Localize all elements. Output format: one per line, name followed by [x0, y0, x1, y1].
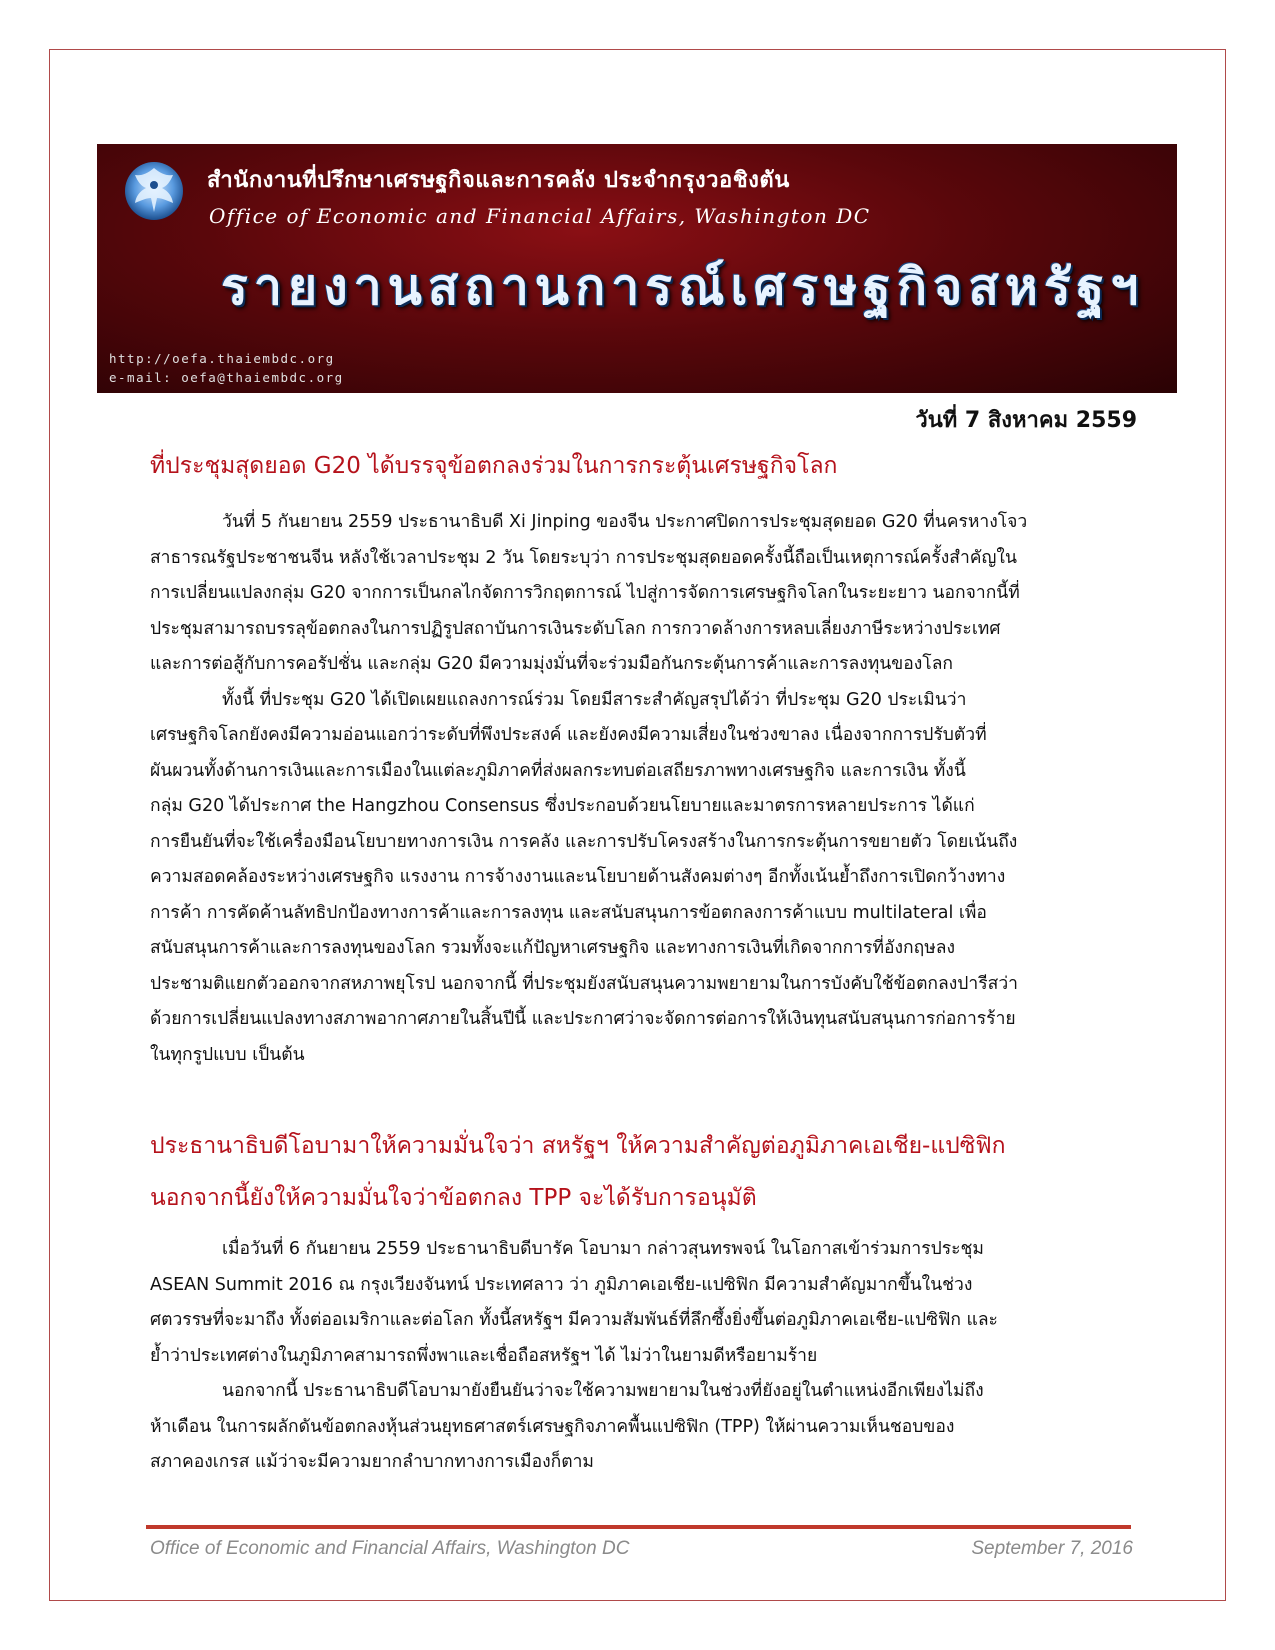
- section-2-headline-line-1: ประธานาธิบดีโอบามาให้ความมั่นใจว่า สหรัฐฯ ให้ความสำคัญต่อภูมิภาคเอเชีย-แปซิฟิก: [150, 1133, 1006, 1159]
- body-line: สาธารณรัฐประชาชนจีน หลังใช้เวลาประชุม 2 วัน โดยระบุว่า การประชุมสุดยอดครั้งนี้ถือเป็นเหตุการณ์ครั้งสำคัญใน: [150, 547, 1017, 568]
- footer-office-name: Office of Economic and Financial Affairs, Washington DC: [150, 1538, 630, 1559]
- body-line: ห้าเดือน ในการผลักดันข้อตกลงหุ้นส่วนยุทธศาสตร์เศรษฐกิจภาคพื้นแปซิฟิก (TPP) ให้ผ่านความเห็นชอบของ: [150, 1416, 955, 1437]
- section-2-headline-line-2: นอกจากนี้ยังให้ความมั่นใจว่าข้อตกลง TPP จะได้รับการอนุมัติ: [150, 1185, 757, 1211]
- body-line: กลุ่ม G20 ได้ประกาศ the Hangzhou Consensus ซึ่งประกอบด้วยนโยบายและมาตรการหลายประการ ได้แก่: [150, 796, 975, 816]
- body-line: และการต่อสู้กับการคอรัปชั่น และกลุ่ม G20 มีความมุ่งมั่นที่จะร่วมมือกันกระตุ้นการค้าและการลงทุนของโลก: [150, 654, 954, 674]
- body-line: ประชุมสามารถบรรลุข้อตกลงในการปฏิรูปสถาบันการเงินระดับโลก การกวาดล้างการหลบเลี่ยงภาษีระหว่างประเทศ: [150, 618, 1001, 639]
- footer-date: September 7, 2016: [971, 1538, 1133, 1559]
- body-line: ASEAN Summit 2016 ณ กรุงเวียงจันทน์ ประเทศลาว ว่า ภูมิภาคเอเชีย-แปซิฟิก มีความสำคัญมากขึ้นในช่วง: [150, 1274, 973, 1295]
- body-line: สภาคองเกรส แม้ว่าจะมีความยากลำบากทางการเมืองก็ตาม: [150, 1452, 594, 1472]
- body-line: ด้วยการเปลี่ยนแปลงทางสภาพอากาศภายในสิ้นปีนี้ และประกาศว่าจะจัดการต่อการให้เงินทุนสนับสนุนการก่อการร้าย: [150, 1009, 1016, 1029]
- body-line: สนับสนุนการค้าและการลงทุนของโลก รวมทั้งจะแก้ปัญหาเศรษฐกิจ และทางการเงินที่เกิดจากการที่อังกฤษลง: [150, 938, 956, 958]
- body-line: ศตวรรษที่จะมาถึง ทั้งต่ออเมริกาและต่อโลก ทั้งนี้สหรัฐฯ มีความสัมพันธ์ที่ลึกซึ้งยิ่งขึ้นต่อภูมิภาคเอเชีย-แปซิฟิก และ: [150, 1310, 998, 1330]
- body-line: การเปลี่ยนแปลงกลุ่ม G20 จากการเป็นกลไกจัดการวิกฤตการณ์ ไปสู่การจัดการเศรษฐกิจโลกในระยะยาว นอกจากนี้ที่: [150, 583, 1020, 603]
- body-line: การค้า การคัดค้านลัทธิปกป้องทางการค้าและการลงทุน และสนับสนุนการข้อตกลงการค้าแบบ multilateral เพื่อ: [150, 902, 987, 923]
- website-link[interactable]: http://oefa.thaiembdc.org: [109, 351, 335, 366]
- body-line: ย้ำว่าประเทศต่างในภูมิภาคสามารถพึ่งพาและเชื่อถือสหรัฐฯ ได้ ไม่ว่าในยามดีหรือยามร้าย: [150, 1345, 818, 1366]
- body-line: ความสอดคล้องระหว่างเศรษฐกิจ แรงงาน การจ้างงานและนโยบายด้านสังคมต่างๆ อีกทั้งเน้นย้ำถึงการเปิดกว้างทาง: [150, 867, 1006, 887]
- body-line: เศรษฐกิจโลกยังคงมีความอ่อนแอกว่าระดับที่พึงประสงค์ และยังคงมีความเสี่ยงในช่วงขาลง เนื่องจากการปรับตัวที่: [150, 725, 987, 745]
- body-line: การยืนยันที่จะใช้เครื่องมือนโยบายทางการเงิน การคลัง และการปรับโครงสร้างในการกระตุ้นการขยายตัว โดยเน้นถึง: [150, 831, 1018, 852]
- footer-rule: [146, 1525, 1131, 1529]
- body-line: ในทุกรูปแบบ เป็นต้น: [150, 1044, 305, 1065]
- body-line: นอกจากนี้ ประธานาธิบดีโอบามายังยืนยันว่าจะใช้ความพยายามในช่วงที่ยังอยู่ในตำแหน่งอีกเพียงไม่ถึง: [222, 1381, 984, 1401]
- body-line: ทั้งนี้ ที่ประชุม G20 ได้เปิดเผยแถลงการณ์ร่วม โดยมีสาระสำคัญสรุปได้ว่า ที่ประชุม G20 ประเมินว่า: [222, 689, 967, 710]
- section-1-headline: ที่ประชุมสุดยอด G20 ได้บรรจุข้อตกลงร่วมในการกระตุ้นเศรษฐกิจโลก: [150, 453, 838, 479]
- body-line: เมื่อวันที่ 6 กันยายน 2559 ประธานาธิบดีบารัค โอบามา กล่าวสุนทรพจน์ ในโอกาสเข้าร่วมการประชุม: [222, 1239, 984, 1259]
- body-line: ประชามติแยกตัวออกจากสหภาพยุโรป นอกจากนี้ ที่ประชุมยังสนับสนุนความพยายามในการบังคับใช้ข้อตกลงปารีสว่า: [150, 973, 1018, 994]
- garuda-seal-icon: [123, 160, 185, 222]
- report-banner: [97, 144, 1177, 393]
- body-line: วันที่ 5 กันยายน 2559 ประธานาธิบดี Xi Jinping ของจีน ประกาศปิดการประชุมสุดยอด G20 ที่นครหางโจว: [222, 512, 1028, 532]
- section-1-body: [150, 505, 1130, 1073]
- report-date: วันที่ 7 สิงหาคม 2559: [915, 408, 1137, 433]
- office-name-thai: สำนักงานที่ปรึกษาเศรษฐกิจและการคลัง ประจำกรุงวอชิงตัน: [207, 168, 790, 193]
- email-link[interactable]: e-mail: oefa@thaiembdc.org: [109, 370, 344, 385]
- contact-info: [109, 349, 344, 387]
- office-name-english: Office of Economic and Financial Affairs, Washington DC: [209, 204, 871, 228]
- report-title: รายงานสถานการณ์เศรษฐกิจสหรัฐฯ: [221, 258, 1145, 316]
- body-line: ผันผวนทั้งด้านการเงินและการเมืองในแต่ละภูมิภาคที่ส่งผลกระทบต่อเสถียรภาพทางเศรษฐกิจ และการเงิน ทั้งนี้: [150, 760, 966, 781]
- section-2-body: [150, 1232, 1130, 1481]
